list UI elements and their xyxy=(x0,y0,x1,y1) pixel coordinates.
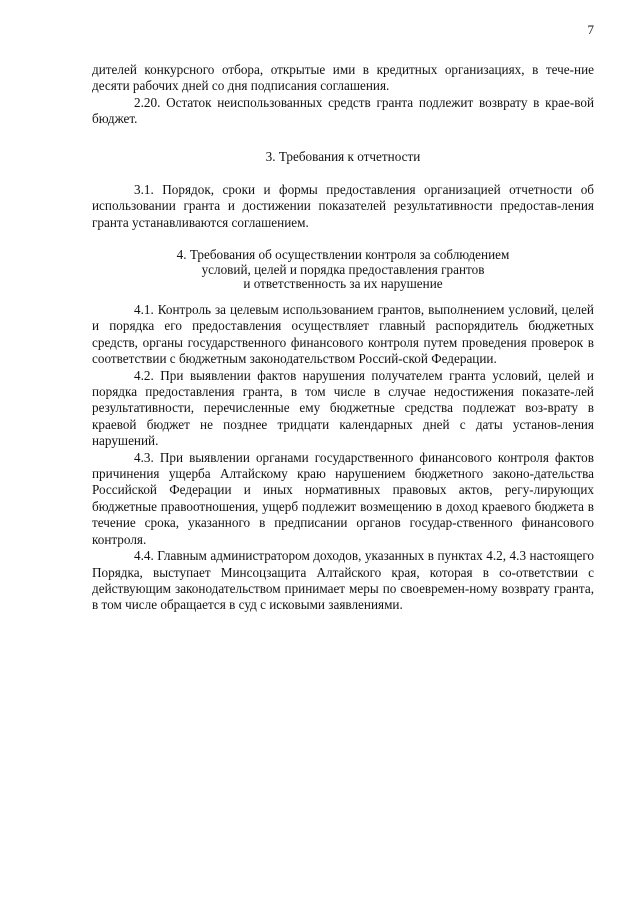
paragraph-4-1: 4.1. Контроль за целевым использованием грантов, выполнением условий, целей и порядка его предоставления осуществляет главный распорядитель бюджетных средств, органы государственного финансового контроля путем проведения проверок в соответствии с бюджетным законодательством Россий-ской Федерации. xyxy=(92,302,594,367)
section-3-heading-text: 3. Требования к отчетности xyxy=(265,149,421,164)
paragraph-3-1: 3.1. Порядок, сроки и формы предоставления организацией отчетности об использовании гранта и достижении показателей результативности предостав-ления гранта устанавливаются соглашением. xyxy=(92,182,594,230)
section-3-heading xyxy=(92,150,594,165)
page-number: 7 xyxy=(587,22,594,37)
section-4-heading-line: 4. Требования об осуществлении контроля за соблюдением xyxy=(176,247,510,262)
section-4-body xyxy=(92,302,594,614)
paragraph-2-20: 2.20. Остаток неиспользованных средств гранта подлежит возврату в крае-вой бюджет. xyxy=(92,94,594,127)
paragraph-4-2: 4.2. При выявлении фактов нарушения получателем гранта условий, целей и порядка предоставления гранта, в том числе в случае недостижения показате-лей результативности, перечисленные ему бюджетные средства подлежат воз-врату в краевой бюджет не позднее тридцати календарных дней с даты установ-ления нарушений. xyxy=(92,367,594,449)
section-4-heading-line: условий, целей и порядка предоставления грантов xyxy=(201,261,485,277)
paragraph-4-3: 4.3. При выявлении органами государственного финансового контроля фактов причинения ущерба Алтайскому краю нарушением бюджетного законо-дательства Российской Федерации и иных нормативных правовых актов, регу-лирующих бюджетные правоотношения, ущерб подлежит возмещению в доход краевого бюджета в течение срока, указанного в предписании органов государ-ственного финансового контроля. xyxy=(92,449,594,547)
section-4-heading-line: и ответственность за их нарушение xyxy=(243,276,443,292)
section-4-heading xyxy=(92,248,594,292)
paragraph-continuation: дителей конкурсного отбора, открытые ими в кредитных организациях, в тече-ние десяти рабочих дней со дня подписания соглашения. xyxy=(92,62,594,94)
paragraph-4-4: 4.4. Главным администратором доходов, указанных в пунктах 4.2, 4.3 настоящего Порядка, выступает Минсоцзащита Алтайского края, которая в со-ответствии с действующим законодательством принимает меры по своевремен-ному возврату гранта, в том числе обращается в суд с исковыми заявлениями. xyxy=(92,548,594,613)
continuation-block xyxy=(92,62,594,128)
section-3-body xyxy=(92,182,594,231)
